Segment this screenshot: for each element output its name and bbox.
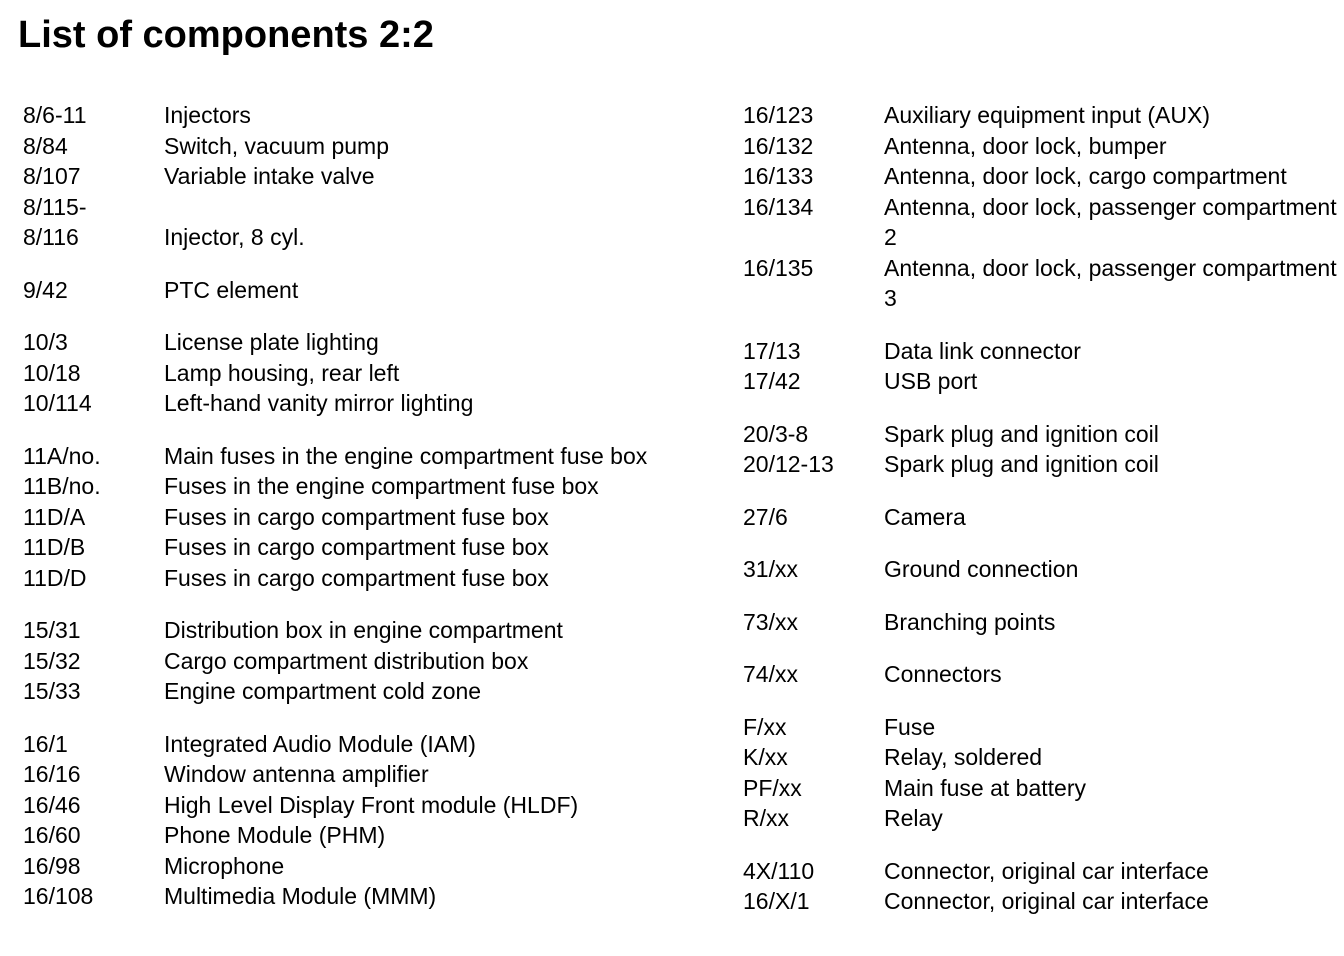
component-code: PF/xx	[743, 774, 802, 801]
component-code: 8/6-11	[23, 102, 87, 128]
component-code: 16/123	[743, 102, 814, 128]
component-group	[743, 712, 1343, 834]
component-code: 8/116	[23, 224, 79, 250]
component-group	[743, 336, 1343, 397]
component-description: Spark plug and ignition coil	[884, 451, 1159, 477]
component-description: Multimedia Module (MMM)	[164, 883, 437, 909]
component-group	[743, 502, 1343, 533]
component-row	[743, 659, 1343, 690]
component-description: Fuses in cargo compartment fuse box	[164, 564, 549, 591]
component-description: Variable intake valve	[164, 163, 375, 189]
component-code: F/xx	[743, 713, 787, 740]
component-description: Spark plug and ignition coil	[884, 420, 1159, 447]
component-row	[743, 419, 1343, 450]
component-group	[743, 419, 1343, 480]
component-group	[23, 729, 703, 912]
component-row	[23, 729, 703, 760]
component-description: Antenna, door lock, bumper	[884, 132, 1167, 159]
component-row	[23, 327, 703, 358]
component-row	[23, 100, 703, 131]
component-description: Relay, soldered	[884, 744, 1043, 770]
component-description: Main fuse at battery	[884, 774, 1086, 801]
component-row	[23, 388, 703, 419]
component-row	[23, 502, 703, 533]
component-code: 16/133	[743, 163, 814, 189]
component-row	[743, 253, 1343, 314]
component-description: Connector, original car interface	[884, 888, 1209, 914]
component-row	[743, 607, 1343, 638]
component-row	[743, 554, 1343, 585]
component-code: 73/xx	[743, 608, 798, 635]
component-row	[23, 759, 703, 790]
component-row	[23, 790, 703, 821]
component-row	[743, 502, 1343, 533]
component-code: 11B/no.	[23, 473, 101, 499]
component-code: 15/32	[23, 647, 81, 674]
component-row	[23, 881, 703, 912]
component-group	[23, 615, 703, 707]
component-row	[743, 192, 1343, 253]
component-row	[23, 358, 703, 389]
component-row	[23, 676, 703, 707]
component-description: Data link connector	[884, 337, 1081, 364]
component-row	[743, 100, 1343, 131]
component-row	[743, 449, 1343, 480]
component-description: Window antenna amplifier	[164, 761, 429, 787]
component-row	[23, 192, 703, 223]
component-code: K/xx	[743, 744, 788, 770]
component-description: Antenna, door lock, passenger compartment 2	[884, 193, 1337, 250]
component-group	[743, 554, 1343, 585]
component-row	[23, 471, 703, 502]
component-description: Injector, 8 cyl.	[164, 224, 305, 250]
component-code: 16/134	[743, 193, 814, 220]
component-row	[23, 131, 703, 162]
component-code: 10/114	[23, 390, 92, 416]
component-code: 8/84	[23, 132, 68, 159]
component-description: Microphone	[164, 852, 285, 879]
component-row	[23, 222, 703, 253]
component-code: 16/98	[23, 852, 81, 879]
component-code: 16/X/1	[743, 888, 810, 914]
component-code: 15/31	[23, 617, 81, 643]
left-component-list	[23, 100, 703, 934]
component-row	[743, 742, 1343, 773]
component-code: 11D/B	[23, 534, 86, 560]
component-row	[23, 820, 703, 851]
component-description: License plate lighting	[164, 329, 379, 355]
component-code: 74/xx	[743, 661, 798, 687]
component-code: 16/108	[23, 883, 94, 909]
component-code: 31/xx	[743, 556, 798, 582]
component-code: 9/42	[23, 276, 68, 303]
component-row	[743, 336, 1343, 367]
component-row	[743, 161, 1343, 192]
component-code: 8/107	[23, 163, 81, 189]
component-row	[23, 161, 703, 192]
component-description: Lamp housing, rear left	[164, 359, 400, 386]
component-code: 17/42	[743, 368, 801, 394]
component-group	[743, 659, 1343, 690]
component-code: R/xx	[743, 805, 789, 831]
component-description	[164, 192, 654, 223]
component-group	[743, 100, 1343, 314]
component-description: Switch, vacuum pump	[164, 132, 389, 159]
component-row	[743, 366, 1343, 397]
component-code: 16/16	[23, 761, 81, 787]
component-row	[23, 563, 703, 594]
component-description: Fuses in cargo compartment fuse box	[164, 534, 549, 560]
component-group	[23, 327, 703, 419]
component-row	[23, 275, 703, 306]
component-row	[743, 856, 1343, 887]
component-description: Auxiliary equipment input (AUX)	[884, 102, 1210, 128]
component-row	[23, 441, 703, 472]
component-description: High Level Display Front module (HLDF)	[164, 791, 579, 818]
component-row	[743, 803, 1343, 834]
component-description: Connectors	[884, 661, 1002, 687]
component-code: 10/18	[23, 359, 81, 386]
component-description: Fuses in the engine compartment fuse box	[164, 473, 599, 499]
component-description: Antenna, door lock, passenger compartment 3	[884, 254, 1337, 311]
component-code: 16/60	[23, 822, 81, 848]
component-description: Phone Module (PHM)	[164, 822, 386, 848]
component-group	[23, 275, 703, 306]
component-description: Left-hand vanity mirror lighting	[164, 390, 474, 416]
component-code: 11D/D	[23, 564, 87, 591]
component-description: Ground connection	[884, 556, 1079, 582]
component-description: Main fuses in the engine compartment fuse box	[164, 442, 648, 469]
component-row	[23, 615, 703, 646]
right-component-list	[743, 100, 1343, 939]
component-row	[23, 532, 703, 563]
component-code: 16/135	[743, 254, 814, 281]
component-description: Cargo compartment distribution box	[164, 647, 529, 674]
page-title: List of components 2:2	[18, 14, 434, 56]
component-code: 15/33	[23, 678, 81, 704]
component-code: 10/3	[23, 329, 68, 355]
component-code: 20/12-13	[743, 451, 834, 477]
component-description: USB port	[884, 368, 978, 394]
component-description: Fuse	[884, 713, 936, 740]
component-group	[23, 100, 703, 253]
component-description: PTC element	[164, 276, 299, 303]
component-description: Fuses in cargo compartment fuse box	[164, 503, 549, 530]
component-description: Branching points	[884, 608, 1056, 635]
component-code: 11D/A	[23, 503, 86, 530]
component-description: Camera	[884, 503, 966, 530]
component-row	[743, 131, 1343, 162]
component-row	[23, 851, 703, 882]
component-description: Connector, original car interface	[884, 857, 1209, 884]
component-code: 16/46	[23, 791, 81, 818]
component-group	[743, 856, 1343, 917]
component-group	[23, 441, 703, 594]
component-row	[743, 773, 1343, 804]
component-row	[23, 646, 703, 677]
component-description: Integrated Audio Module (IAM)	[164, 730, 476, 757]
component-code: 17/13	[743, 337, 801, 364]
component-description: Distribution box in engine compartment	[164, 617, 563, 643]
component-row	[743, 886, 1343, 917]
component-description: Engine compartment cold zone	[164, 678, 482, 704]
component-row	[743, 712, 1343, 743]
component-description: Antenna, door lock, cargo compartment	[884, 163, 1287, 189]
component-description: Injectors	[164, 102, 251, 128]
component-code: 27/6	[743, 503, 788, 530]
component-code: 4X/110	[743, 857, 815, 884]
component-code: 20/3-8	[743, 420, 809, 447]
component-code: 8/115-	[23, 193, 87, 220]
component-code: 16/132	[743, 132, 814, 159]
component-group	[743, 607, 1343, 638]
component-code: 11A/no.	[23, 442, 101, 469]
component-code: 16/1	[23, 730, 68, 757]
component-description: Relay	[884, 805, 943, 831]
